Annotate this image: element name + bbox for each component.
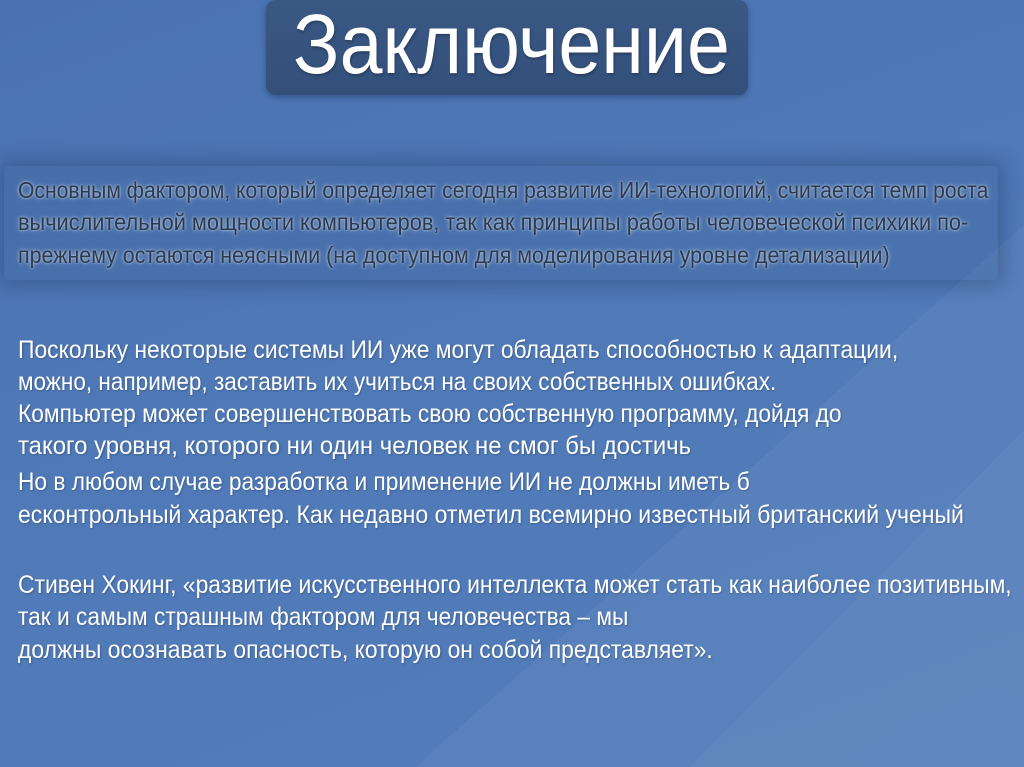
- body-line: Компьютер может совершенствовать свою собственную программу, дойдя до: [18, 400, 842, 428]
- intro-line: Основным фактором, который определяет сегодня развитие ИИ-технологий, считается темп роста: [18, 177, 989, 203]
- body-line: есконтрольный характер. Как недавно отметил всемирно известный британский ученый: [18, 501, 964, 529]
- body-line: можно, например, заставить их учиться на своих собственных ошибках.: [18, 368, 777, 396]
- body-line: Поскольку некоторые системы ИИ уже могут обладать способностью к адаптации,: [18, 336, 899, 364]
- intro-line: прежнему остаются неясными (на доступном для моделирования уровне детализации): [18, 242, 890, 268]
- body-line: Но в любом случае разработка и применение ИИ не должны иметь б: [18, 468, 750, 496]
- slide-title: Заключение: [293, 0, 730, 91]
- body-line: такого уровня, которого ни один человек не смог бы достичь: [18, 432, 692, 460]
- intro-line: вычислительной мощности компьютеров, так как принципы работы человеческой психики по-: [18, 209, 969, 235]
- quote-line: Стивен Хокинг, «развитие искусственного интеллекта может стать как наиболее позитивным,: [18, 571, 1012, 599]
- quote-line: должны осознавать опасность, которую он собой представляет».: [18, 636, 713, 664]
- quote-line: так и самым страшным фактором для человечества – мы: [18, 603, 629, 631]
